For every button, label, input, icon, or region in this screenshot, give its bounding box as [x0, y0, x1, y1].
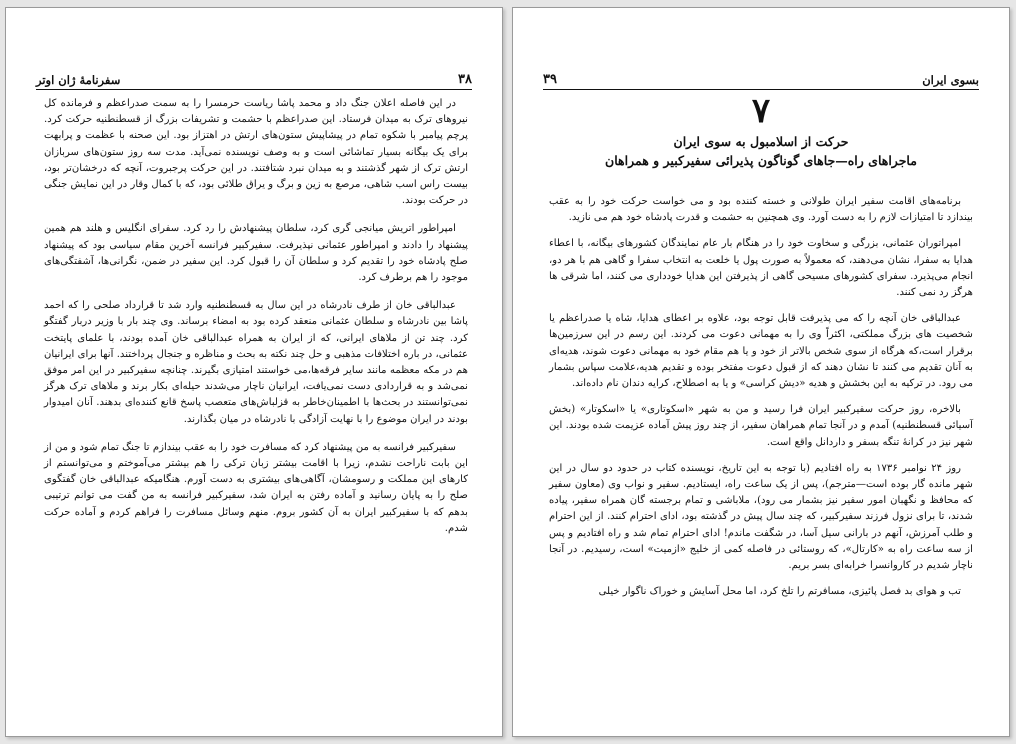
chapter-title	[543, 132, 979, 170]
paragraph: سفیرکبیر فرانسه به من پیشنهاد کرد که مسافرت خود را به عقب بیندازم تا جنگ تمام شود و من از این بابت ناراحت نشدم، زیرا با اقامت بیشتر زبان ترکی را هم بیشتر می‌آموختم و می‌توانستم از کارهای این مملکت و رسومشان، آگاهی‌های بیشتری به دست آورم. هنگامیکه عبدالباقی خان گفتگوی صلح را به پایان رسانید و آماده رفتن به ایران شد، سفیرکبیر فرانسه به من گفت می توانم ترتیبی بدهم که با سفیرکبیر ایران به آن کشور بروم. منهم وسائل مسافرت را فراهم کردم و آماده حرکت شدم.	[44, 441, 468, 534]
paragraph: در این فاصله اعلان جنگ داد و محمد پاشا ریاست حرمسرا را به سمت صدراعظم و فرمانده کل نیروهای ترک به میدان فرستاد. این صدراعظم با حشمت و تشریفات بزرگ از قسطنطنیه حرکت کرد. پرچم پیامبر با شکوه تمام در پیشاپیش ستون‌های ارتش در اهتزاز بود. این صحنه با عظمت و پرابهت برای یک بیگانه بسیار تماشائی است و به وصف نویسنده نمی‌آید. مدت سه روز ستون‌های سربازان ارتش ترک از شهر گذشتند و به میدان نبرد شتافتند. در این حرکت پرجبروت، آنچه که درخشان‌تر بود، بیست راس اسب شاهی، مرصع به زین و برگ و یراق طلائی بود، که با کمال وقار در این نمایش جنگی در حرکت بودند.	[44, 98, 468, 207]
paragraph: عبدالباقی خان آنچه را که می پذیرفت قابل توجه بود، علاوه بر اعطای هدایا، شاه یا صدراعظم یا شخصیت های بزرگ مملکتی، اکثراً وی را به مهمانی دعوت می کردند. این رسم در این سرزمین‌ها برقرار است،که هرگاه از سوی شخص بالاتر از خود و یا هم مقام خود به مهمانی دعوت شوند، هدیه‌ای به آنان تقدیم می کنند تا نشان دهند که از قبول دعوت مفتخر بوده و تقدیم هدیه،علامت سپاس بشمار می رود. در ترکیه به این بخشش و هدیه «دیش کراسی» و یا به اصطلاح، کرایه دندان نام داده‌اند.	[549, 313, 973, 390]
paragraph: برنامه‌های اقامت سفیر ایران طولانی و خسته کننده بود و می خواست حرکت خود را به عقب بیندازد تا امتیازات لازم را به دست آورد. وی همچنین به حشمت و قدرت پادشاه خود هم می نازید.	[549, 196, 973, 224]
paragraph: روز ۲۴ نوامبر ۱۷۳۶ به راه افتادیم (با توجه به این تاریخ، نویسنده کتاب در حدود دو سال در این شهر مانده گار بوده است—مترجم)، پس از یک ساعت راه، ایستادیم. سفیر و نواب وی (معاون سفیر که محافظ و نگهبان امور سفیر نیز بشمار می رود)، ملاباشی و تمام برجسته گان همراه سفیر، پیاده شدند، تا برای نزول فرزند سفیرکبیر، که چند سال پیش در گذشته بود، ادای احترام کنند. از این احترام و طلب آمرزش، آنهم در بارانی سیل آسا، در شگفت ماندم! ادای احترام تمام شد و راه افتادیم و پس از سه ساعت راه به «کارتال»، که روستائی در فاصله کمی از خلیج «ازمیت» است، رسیدیم. در آنجا ناچار شدیم در کاروانسرا خرابه‌ای بسر بریم.	[549, 462, 973, 572]
page-number: ۳۹	[543, 72, 557, 87]
running-head	[36, 67, 472, 90]
page-number: ۳۸	[458, 72, 472, 87]
right-page	[512, 7, 1010, 737]
chapter-number: ۷	[751, 91, 771, 131]
running-head	[543, 67, 979, 90]
paragraph: امپراطور اتریش میانجی گری کرد، سلطان پیشنهادش را رد کرد. سفرای انگلیس و هلند هم همین پیشنهاد را دادند و امپراطور عثمانی نپذیرفت. سفیرکبیر فرانسه آخرین مقام سیاسی بود که پیشنهاد صلح پادشاه خود را تقدیم کرد و سلطان آن را قبول کرد. این سفیر در ضمن، نگرانی‌ها، آشفتگی‌های موجود را هم برطرف کرد.	[44, 223, 468, 284]
paragraph: بالاخره، روز حرکت سفیرکبیر ایران فرا رسید و من به شهر «اسکوتاری» یا «اسکوتار» (بخش آسیائی قسطنطنیه) آمدم و در آنجا تمام همراهان سفیر، از چند روز پیش آماده عزیمت شده بودند. این شهر نیز در کرانهٔ تنگه بسفر و داردانل واقع است.	[549, 404, 973, 448]
left-page	[5, 7, 503, 737]
paragraph: امپراتوران عثمانی، بزرگی و سخاوت خود را در هنگام بار عام نمایندگان کشورهای بیگانه، با اعطاء هدایا به سفرا، نشان می‌دهند، که معمولاً به صورت پول یا خلعت به انتخاب سفرا و گاهی هم با هر دو، انجام می‌پذیرد. سفرای کشورهای مسیحی گاهی از پذیرفتن این هدایا خودداری می کنند، اما شرقی ها هرگز رد نمی کنند.	[549, 238, 973, 299]
running-title: سفرنامهٔ ژان اوتر	[36, 73, 121, 87]
paragraph: عبدالباقی خان از طرف نادرشاه در این سال به قسطنطنیه وارد شد تا قرارداد صلحی را که احمد پاشا بین نادرشاه و سلطان عثمانی منعقد کرده بود به امضاء برساند. وی چند بار با وزیر دربار گفتگو کرد. چند تن از ملاهای ایرانی، که از ایران به همراه عبدالباقی خان آمده بودند، با علمای پایتخت عثمانی، در باره اختلافات مذهبی و حل چند نکته به بحث و مناظره و جنجال پرداختند. آنها برای ایرانیان هم در مکه معظمه مانند سایر فرقه‌ها،می خواستند امتیازی بگیرند. چنانچه سفیرکبیر در این امر موفق نمی‌شد و به قراردادی دست نمی‌یافت، ایرانیان ناچار می‌شدند حیله‌ای بکار برند و ملاهای ترک هرگز نمی‌توانستند در بحث‌ها با اطمینان‌خاطر به قزلباش‌های متعصب پاسخ قانع کننده‌ای بدهند. آنان امیدوار بودند در ایران موضوع را با نهایت آزادگی با نادرشاه در میان بگذارند.	[44, 300, 468, 425]
running-title: بسوی ایران	[922, 73, 979, 87]
page-body	[549, 194, 973, 610]
page-body	[44, 96, 468, 549]
chapter-title-line: ماجراهای راه—جاهای گوناگون پذیرائی سفیرکبیر و همراهان	[605, 153, 917, 168]
paragraph: تب و هوای بد فصل پائیزی، مسافرتم را تلخ کرد، اما محل آسایش و خوراک ناگوار خیلی	[598, 586, 961, 598]
chapter-title-line: حرکت از اسلامبول به سوی ایران	[673, 134, 849, 149]
